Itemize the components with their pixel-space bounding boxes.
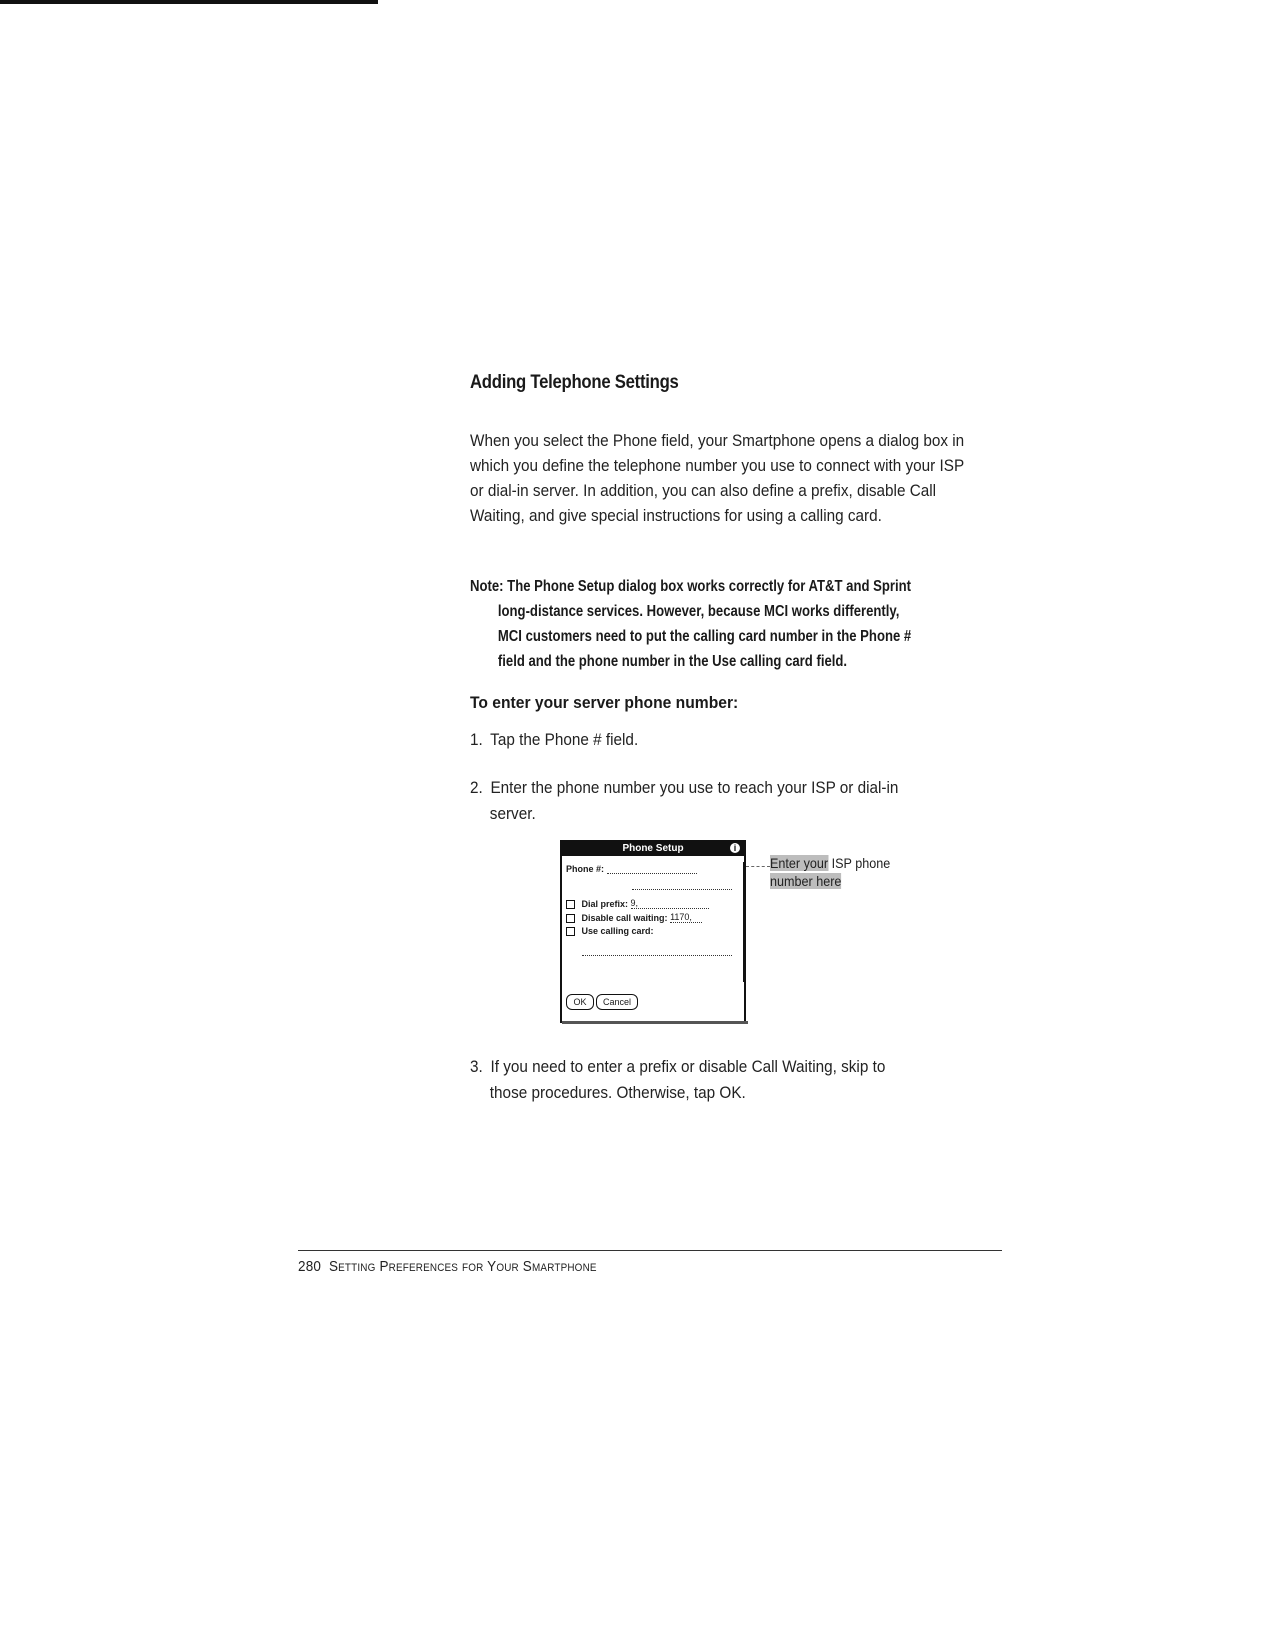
step-text: Tap the Phone # field. [490,730,639,749]
callout-text: ISP phone [828,855,891,871]
dialog-shadow [562,1021,748,1024]
note-text: The Phone Setup dialog box works correctly for AT&T and Sprint long-distance services. However, because MCI works differently, MCI customers need to put the calling card number in the Phone # field and the phone number in the Use calling card field. [497,578,912,670]
footer-rule [298,1250,1002,1251]
callout-leader-line [746,866,770,867]
page-footer [298,1258,597,1275]
step-item [470,775,974,827]
use-calling-card-label: Use calling card: [581,926,654,936]
cancel-button[interactable]: Cancel [596,994,638,1010]
step-text-continued: those procedures. Otherwise, tap OK. [489,1083,746,1102]
step-text: If you need to enter a prefix or disable Call Waiting, skip to [490,1057,886,1076]
running-title: Setting Preferences for Your Smartphone [328,1258,597,1275]
step-number: 2. [470,778,483,797]
ok-button[interactable]: OK [566,994,594,1010]
step-number: 1. [470,730,483,749]
phone-number-label: Phone #: [566,864,605,874]
info-icon[interactable]: i [730,843,740,853]
phone-number-row [566,864,697,874]
section-heading: Adding Telephone Settings [470,372,679,393]
step-number: 3. [470,1057,483,1076]
dialog-title-bar [562,842,744,856]
disable-call-waiting-label: Disable call waiting: [581,912,668,923]
phone-number-field-line2[interactable] [632,880,732,890]
step-text: Enter the phone number you use to reach your ISP or dial-in [490,778,899,797]
body-paragraph: When you select the Phone field, your Smartphone opens a dialog box in which you define the telephone number you use to connect with your ISP or dial-in server. In addition, you can also define a prefix, disable Call Waiting, and give special instructions for using a calling card. [470,431,965,525]
note-block [470,574,913,674]
dial-prefix-row [566,898,709,909]
disable-call-waiting-field[interactable]: 1170, [670,912,702,923]
callout-highlight: number here [770,873,842,889]
calling-card-field[interactable] [582,946,732,956]
top-edge-bar [0,0,378,4]
callout-highlight: Enter your [770,855,829,871]
step-text-continued: server. [489,804,536,823]
use-calling-card-checkbox[interactable] [566,927,575,936]
note-label: Note: [470,578,504,595]
dialog-scroll-bar [743,862,745,982]
phone-number-field[interactable] [607,873,697,874]
callout-annotation [770,854,896,890]
dialog-title: Phone Setup [622,843,684,854]
dial-prefix-field[interactable]: 9, [631,898,709,909]
page-number: 280 [298,1258,322,1275]
disable-call-waiting-row [566,912,702,923]
dial-prefix-label: Dial prefix: [581,898,629,909]
use-calling-card-row [566,926,654,936]
disable-call-waiting-checkbox[interactable] [566,914,575,923]
step-item [470,727,974,753]
dial-prefix-checkbox[interactable] [566,900,575,909]
step-item [470,1054,974,1106]
procedure-heading: To enter your server phone number: [470,693,739,712]
phone-setup-dialog [560,840,746,1023]
